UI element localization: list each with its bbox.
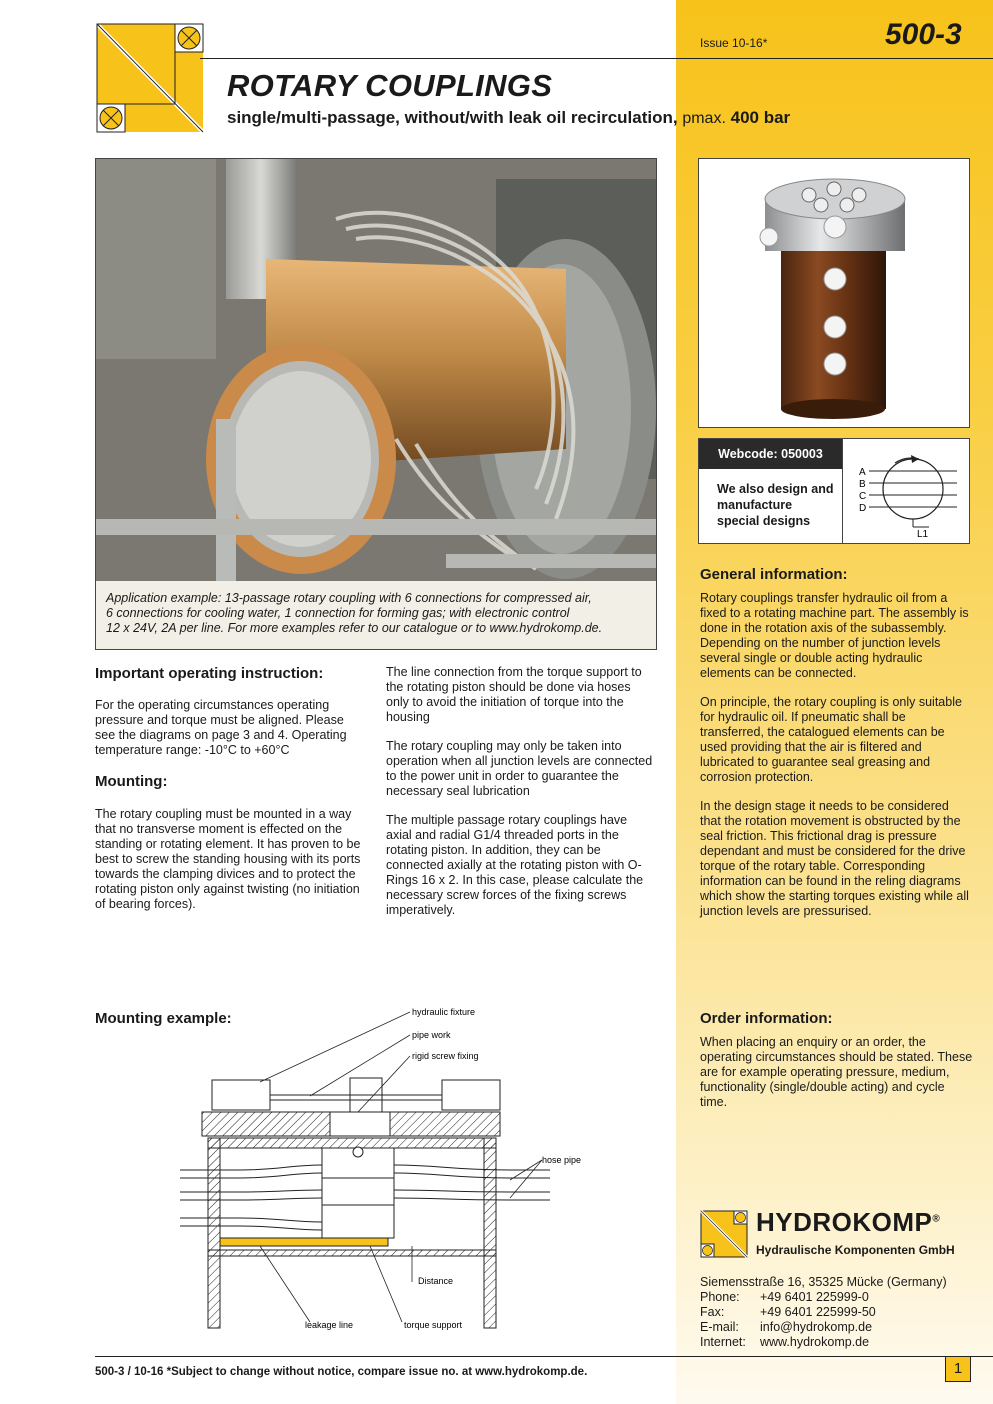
general-info-heading: General information: — [700, 566, 848, 583]
label-torque-support: torque support — [404, 1320, 463, 1330]
port-label-c: C — [859, 491, 867, 502]
port-label-b: B — [859, 479, 866, 490]
middle-column-text: The line connection from the torque support to the rotating piston should be done via hoses only to avoid the initiation of torque into the housing The rotary coupling may only be taken into operation when all junction levels are connected to the power unit in order to guarantee the necessary seal lubrication The multiple passage rotary couplings have axial and radial G1/4 threaded ports in the rotating piston. In addition, they can be connected axially at the rotating piston with O-Rings 16 x 2. In this case, please calculate the necessary screw forces of the fixing screws imperatively. — [386, 665, 653, 917]
page-subtitle: single/multi-passage, without/with leak oil recirculation, pmax. 400 bar — [227, 108, 791, 127]
l1-label: L1 — [917, 529, 929, 539]
label-hose-pipe: hose pipe — [542, 1155, 582, 1165]
email-link[interactable]: info@hydrokomp.de — [760, 1320, 873, 1334]
hydrokomp-logo-small — [700, 1210, 748, 1258]
webcode-label: Webcode: 050003 — [699, 439, 842, 469]
important-text: For the operating circumstances operating pressure and torque must be aligned. Please see the diagrams on page 3 and 4. Operating temperature range: -10°C to +60°C — [95, 698, 347, 757]
port-label-d: D — [859, 503, 867, 514]
webcode-box — [698, 438, 970, 544]
website-link[interactable]: www.hydrokomp.de — [760, 1335, 870, 1349]
label-pipe-work: pipe work — [412, 1030, 451, 1040]
document-number: 500-3 — [885, 18, 962, 51]
webcode-divider — [842, 439, 843, 543]
general-info-text: Rotary couplings transfer hydraulic oil from a fixed to a rotating machine part. The assembly is done in the rotation axis of the subassembly. Depending on the number of junction levels several single or double acting hydraulic elements can be connected. On principle, the rotary coupling is only suitable for hydraulic oil. If pneumatic shall be transferred, the catalogued elements can be used providing that the air is filtered and lubricated to guarantee seal greasing and corrosion protection. In the design stage it needs to be considered that the rotation movement is obstructed by the seal friction. This frictional drag is pressure dependant and must be considered for the drive torque of the rotary table. Corresponding information can be found in the reling diagrams which show the starting torques existing while all junction levels are pressurised. — [700, 591, 969, 918]
hydrokomp-logo-large — [95, 22, 205, 134]
issue-label: Issue 10-16* — [700, 36, 768, 50]
special-designs-note: We also design and manufacture special designs — [717, 482, 834, 528]
mounting-heading: Mounting: — [95, 773, 168, 790]
important-heading: Important operating instruction: — [95, 665, 324, 682]
label-rigid-screw: rigid screw fixing — [412, 1051, 479, 1061]
product-photo — [698, 158, 970, 428]
label-hydraulic-fixture: hydraulic fixture — [412, 1007, 476, 1017]
contact-list: Phone: +49 6401 225999-0 Fax: +49 6401 225999-50 E-mail: info@hydrokomp.de Internet: www.hydrokomp.de — [700, 1290, 876, 1349]
port-label-a: A — [859, 467, 866, 478]
mounting-example-heading: Mounting example: — [95, 1010, 232, 1027]
page-title: ROTARY COUPLINGS — [227, 68, 553, 103]
footer-rule — [95, 1356, 993, 1357]
order-info-text: When placing an enquiry or an order, the operating circumstances should be stated. These are for example operating pressure, medium, functionality (single/double acting) and cycle time. — [700, 1035, 973, 1109]
mounting-example-drawing — [180, 1000, 620, 1340]
mounting-text: The rotary coupling must be mounted in a way that no transverse moment is effected on the standing or rotating element. It has proven to be best to screw the standing housing with its ports towards the clamping divices and to protect the rotating piston only against twisting (no initiation of bearing forces). — [95, 807, 361, 911]
label-leakage-line: leakage line — [305, 1320, 354, 1330]
company-name: HYDROKOMP® — [756, 1207, 941, 1237]
page-number: 1 — [945, 1356, 971, 1382]
photo-caption: Application example: 13-passage rotary coupling with 6 connections for compressed air, 6 connections for cooling water, 1 connection for forming gas; with electronic control 12 x 24V, 2A per line. For more examples refer to our catalogue or to www.hydrokomp.de. — [95, 581, 657, 650]
rotary-symbol-icon — [849, 445, 967, 539]
header-rule — [200, 58, 993, 59]
footer-text: 500-3 / 10-16 *Subject to change without notice, compare issue no. at www.hydrokomp.de. — [95, 1366, 588, 1378]
company-address: Siemensstraße 16, 35325 Mücke (Germany) — [700, 1275, 947, 1289]
company-tagline: Hydraulische Komponenten GmbH — [756, 1243, 955, 1257]
application-photo — [95, 158, 657, 582]
order-info-heading: Order information: — [700, 1010, 833, 1027]
label-distance: Distance — [418, 1276, 454, 1286]
